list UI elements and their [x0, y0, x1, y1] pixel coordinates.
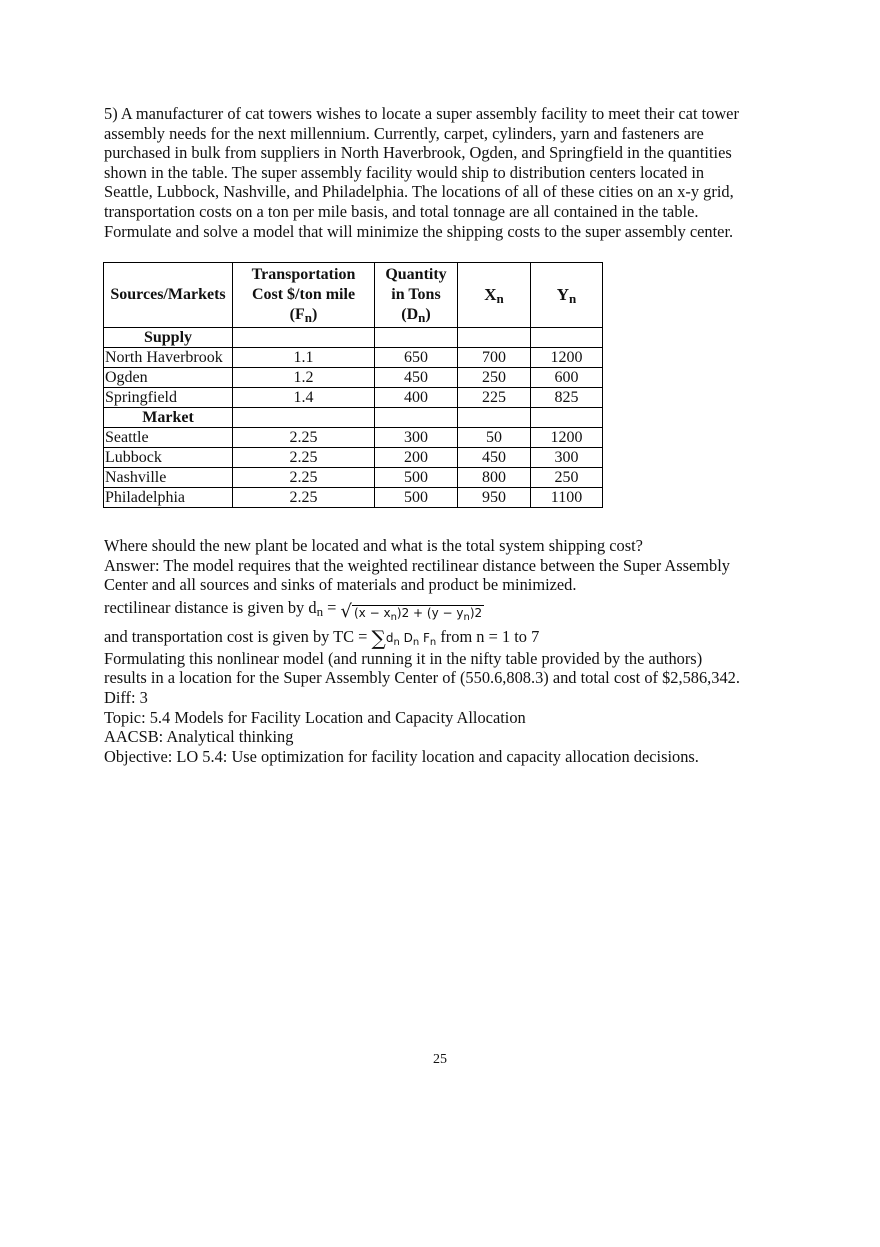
row-qty: 500	[375, 488, 458, 508]
row-x: 950	[458, 488, 531, 508]
question-paragraph	[104, 104, 784, 241]
header-label: )	[425, 306, 431, 323]
answer-text: Answer: The model requires that the weighted rectilinear distance between the Super Assembly	[104, 555, 730, 575]
row-qty: 300	[375, 428, 458, 448]
topic-text: Topic: 5.4 Models for Facility Location and Capacity Allocation	[104, 707, 526, 727]
row-cost: 1.4	[233, 388, 375, 408]
row-x: 800	[458, 468, 531, 488]
formula-text: D	[399, 630, 413, 645]
formulating-text: Formulating this nonlinear model (and running it in the nifty table provided by the authors)	[104, 648, 703, 668]
table-row	[104, 388, 603, 408]
table-cell	[531, 328, 603, 348]
formula-text: from n = 1 to 7	[436, 626, 540, 646]
answer-text: Center and all sources and sinks of materials and product be minimized.	[104, 575, 577, 595]
question-line: transportation costs on a ton per mile basis, and total tonnage are all contained in the table.	[104, 201, 699, 221]
header-label: (F	[289, 306, 305, 323]
tc-formula	[385, 630, 437, 648]
header-subscript: n	[496, 290, 504, 306]
row-x: 700	[458, 348, 531, 368]
table-row	[104, 368, 603, 388]
sigma-symbol: ∑	[371, 625, 386, 650]
question-line: 5) A manufacturer of cat towers wishes to locate a super assembly facility to meet their cat tower	[104, 104, 739, 123]
table-cell	[233, 328, 375, 348]
row-cost: 2.25	[233, 448, 375, 468]
rectilinear-distance-line	[104, 595, 804, 622]
header-label: Transportation	[251, 266, 356, 283]
table-cell	[233, 408, 375, 428]
row-cost: 2.25	[233, 428, 375, 448]
question-line: shown in the table. The super assembly facility would ship to distribution centers located in	[104, 162, 705, 182]
row-y: 1200	[531, 428, 603, 448]
formula-subscript: n	[412, 636, 420, 648]
row-qty: 200	[375, 448, 458, 468]
table-row	[104, 468, 603, 488]
row-y: 1100	[531, 488, 603, 508]
row-cost: 2.25	[233, 488, 375, 508]
sqrt-inner	[352, 605, 484, 623]
row-y: 250	[531, 468, 603, 488]
formula-text: F	[419, 630, 430, 645]
row-x: 450	[458, 448, 531, 468]
row-x: 250	[458, 368, 531, 388]
formula-text: )2 + (y − y	[396, 605, 464, 620]
table-cell	[375, 328, 458, 348]
header-label: )	[312, 306, 318, 323]
row-name: Ogden	[104, 368, 233, 388]
table-row	[104, 348, 603, 368]
objective-text: Objective: LO 5.4: Use optimization for facility location and capacity allocation decisions.	[104, 746, 699, 766]
sqrt-formula	[341, 599, 485, 628]
formula-subscript: n	[463, 611, 470, 623]
table-row	[104, 428, 603, 448]
formula-text: rectilinear distance is given by d	[104, 597, 317, 617]
table-section-row-market	[104, 408, 603, 428]
row-name: North Haverbrook	[104, 348, 233, 368]
row-x: 50	[458, 428, 531, 448]
question-line: Formulate and solve a model that will minimize the shipping costs to the super assembly center.	[104, 221, 734, 241]
row-name: Springfield	[104, 388, 233, 408]
row-y: 1200	[531, 348, 603, 368]
header-label: Y	[556, 284, 570, 304]
header-quantity	[375, 263, 458, 328]
header-label: Cost $/ton mile	[251, 286, 356, 303]
row-name: Seattle	[104, 428, 233, 448]
header-label: in Tons	[391, 286, 441, 303]
header-label: (D	[401, 306, 419, 323]
formula-subscript: n	[390, 611, 397, 623]
formula-subscript: n	[393, 636, 400, 648]
sqrt-symbol: √	[340, 600, 352, 622]
row-cost: 1.2	[233, 368, 375, 388]
table-cell	[375, 408, 458, 428]
row-name: Nashville	[104, 468, 233, 488]
header-transportation-cost	[233, 263, 375, 328]
question-line: purchased in bulk from suppliers in North Haverbrook, Ogden, and Springfield in the quantities	[104, 143, 732, 163]
question-line: Seattle, Lubbock, Nashville, and Philadelphia. The locations of all of these cities on an x-y grid,	[104, 182, 734, 202]
formula-text: (x − x	[354, 605, 391, 620]
formula-text: d	[385, 630, 394, 645]
aacsb-text: AACSB: Analytical thinking	[104, 727, 294, 747]
header-label: X	[484, 284, 497, 304]
row-qty: 400	[375, 388, 458, 408]
question2-text: Where should the new plant be located and what is the total system shipping cost?	[104, 536, 643, 555]
table-row	[104, 448, 603, 468]
header-subscript: n	[418, 310, 426, 325]
table-header-row	[104, 263, 603, 328]
row-x: 225	[458, 388, 531, 408]
answer-section	[104, 536, 804, 766]
row-name: Philadelphia	[104, 488, 233, 508]
row-y: 300	[531, 448, 603, 468]
data-table	[103, 262, 603, 508]
diff-text: Diff: 3	[104, 687, 148, 707]
header-subscript: n	[304, 310, 312, 325]
row-y: 600	[531, 368, 603, 388]
header-label: Sources/Markets	[110, 286, 226, 303]
row-qty: 650	[375, 348, 458, 368]
row-y: 825	[531, 388, 603, 408]
row-name: Lubbock	[104, 448, 233, 468]
table-cell	[458, 408, 531, 428]
page-number: 25	[433, 1052, 447, 1067]
row-cost: 2.25	[233, 468, 375, 488]
header-xn	[458, 263, 531, 328]
row-qty: 500	[375, 468, 458, 488]
header-subscript: n	[569, 290, 577, 306]
section-label-market: Market	[104, 408, 233, 428]
formula-subscript: n	[429, 636, 437, 648]
row-cost: 1.1	[233, 348, 375, 368]
formula-subscript: n	[316, 603, 324, 619]
table-section-row-supply	[104, 328, 603, 348]
formula-text: )2	[469, 605, 483, 620]
section-label-supply: Supply	[104, 328, 233, 348]
table-cell	[531, 408, 603, 428]
formula-text: =	[323, 597, 341, 617]
header-yn	[531, 263, 603, 328]
row-qty: 450	[375, 368, 458, 388]
question-line: assembly needs for the next millennium. Currently, carpet, cylinders, yarn and fasteners are	[104, 123, 704, 143]
formula-text: and transportation cost is given by TC =	[104, 626, 372, 646]
header-label: Quantity	[385, 266, 447, 283]
table-cell	[458, 328, 531, 348]
formulating-text: results in a location for the Super Assembly Center of (550.6,808.3) and total cost of $2,586,342.	[104, 668, 740, 688]
table-row	[104, 488, 603, 508]
header-sources-markets	[104, 263, 233, 328]
